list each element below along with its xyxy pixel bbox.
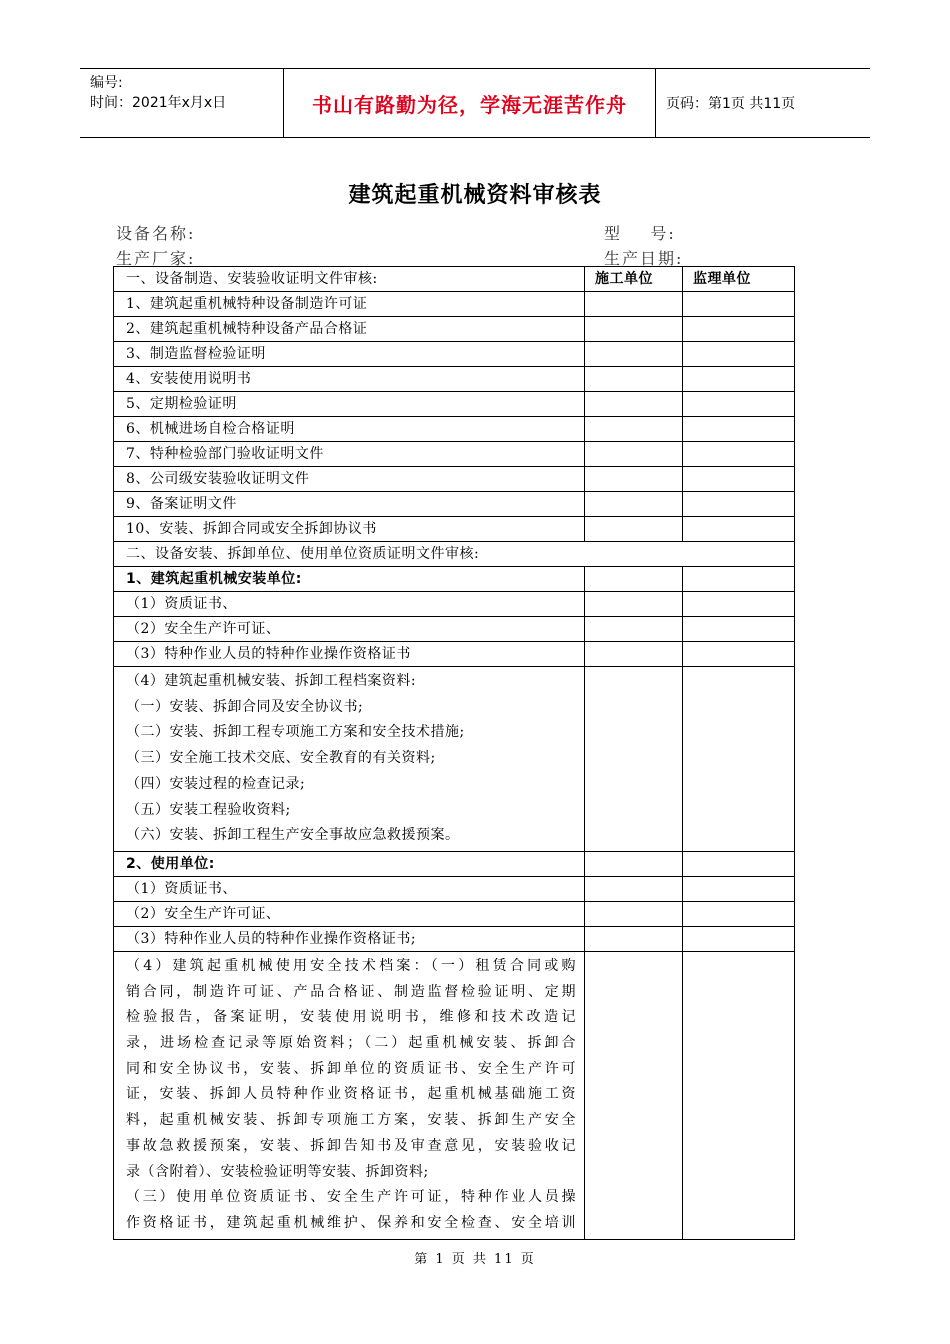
table-row [114, 417, 795, 442]
item-line: （六）安装、拆卸工程生产安全事故应急救援预案。 [126, 827, 460, 844]
audit-table [113, 266, 795, 1240]
item-label: 6、机械进场自检合格证明 [114, 417, 585, 442]
item-line: （4）建筑起重机械使用安全技术档案：（一）租赁合同或购 [126, 957, 576, 974]
item-label [114, 951, 585, 1239]
supervision-unit-check-cell[interactable] [683, 901, 795, 926]
table-row [114, 342, 795, 367]
item-label: （3）特种作业人员的特种作业操作资格证书; [114, 926, 585, 951]
equipment-name-label: 设备名称: [116, 224, 196, 243]
subsection-row [114, 851, 795, 876]
construction-unit-check-cell[interactable] [585, 592, 683, 617]
construction-unit-check-cell[interactable] [585, 317, 683, 342]
supervision-unit-check-cell[interactable] [683, 567, 795, 592]
item-label: 2、建筑起重机械特种设备产品合格证 [114, 317, 585, 342]
supervision-unit-check-cell[interactable] [683, 292, 795, 317]
item-line: 作资格证书，建筑起重机械维护、保养和安全检查、安全培训 [126, 1214, 576, 1231]
item-label [114, 667, 585, 852]
construction-unit-check-cell[interactable] [585, 851, 683, 876]
table-row [114, 667, 795, 852]
item-label: （2）安全生产许可证、 [114, 617, 585, 642]
supervision-unit-check-cell[interactable] [683, 617, 795, 642]
supervision-unit-check-cell[interactable] [683, 517, 795, 542]
item-label: 4、安装使用说明书 [114, 367, 585, 392]
item-label: 9、备案证明文件 [114, 492, 585, 517]
construction-unit-check-cell[interactable] [585, 417, 683, 442]
item-line: 同和安全协议书，安装、拆卸单位的资质证书、安全生产许可 [126, 1060, 576, 1077]
item-line: （三）安全施工技术交底、安全教育的有关资料; [126, 750, 436, 767]
supervision-unit-check-cell[interactable] [683, 492, 795, 517]
table-row [114, 951, 795, 1239]
supervision-unit-check-cell[interactable] [683, 876, 795, 901]
section-title: 二、设备安装、拆卸单位、使用单位资质证明文件审核: [114, 542, 795, 567]
construction-unit-check-cell[interactable] [585, 901, 683, 926]
construction-unit-check-cell[interactable] [585, 442, 683, 467]
supervision-unit-check-cell[interactable] [683, 642, 795, 667]
header-page-info: 页码：第1页 共11页 [666, 96, 796, 112]
table-row [114, 642, 795, 667]
construction-unit-check-cell[interactable] [585, 492, 683, 517]
table-row [114, 517, 795, 542]
supervision-unit-check-cell[interactable] [683, 417, 795, 442]
item-label: （2）安全生产许可证、 [114, 901, 585, 926]
table-row [114, 617, 795, 642]
item-label: 8、公司级安装验收证明文件 [114, 467, 585, 492]
supervision-unit-check-cell[interactable] [683, 467, 795, 492]
section-header-row [114, 267, 795, 292]
item-line: 录，进场检查记录等原始资料；（二）起重机械安装、拆卸合 [126, 1035, 576, 1052]
subsection-title: 2、使用单位: [114, 851, 585, 876]
item-line: （4）建筑起重机械安装、拆卸工程档案资料: [126, 673, 417, 689]
subsection-row [114, 567, 795, 592]
supervision-unit-check-cell[interactable] [683, 442, 795, 467]
item-line: 料，起重机械安装、拆卸专项施工方案，安装、拆卸生产安全 [126, 1112, 576, 1129]
column-header-supervision: 监理单位 [683, 267, 795, 292]
item-label: 10、安装、拆卸合同或安全拆卸协议书 [114, 517, 585, 542]
table-row [114, 901, 795, 926]
section-title: 一、设备制造、安装验收证明文件审核: [114, 267, 585, 292]
supervision-unit-check-cell[interactable] [683, 926, 795, 951]
construction-unit-check-cell[interactable] [585, 617, 683, 642]
table-row [114, 926, 795, 951]
document-date-label: 时间：2021年x月x日 [90, 95, 227, 111]
construction-unit-check-cell[interactable] [585, 292, 683, 317]
column-header-construction: 施工单位 [585, 267, 683, 292]
header-motto: 书山有路勤为径，学海无涯苦作舟 [283, 69, 656, 137]
item-line: 销合同，制造许可证、产品合格证、制造监督检验证明、定期 [126, 983, 576, 1000]
table-row [114, 876, 795, 901]
table-row [114, 592, 795, 617]
supervision-unit-check-cell[interactable] [683, 667, 795, 852]
construction-unit-check-cell[interactable] [585, 876, 683, 901]
item-label: 5、定期检验证明 [114, 392, 585, 417]
production-date-label: 生产日期: [604, 249, 684, 268]
table-row [114, 467, 795, 492]
item-line: 证，安装、拆卸人员特种作业资格证书，起重机械基础施工资 [126, 1086, 576, 1103]
item-line: （一）安装、拆卸合同及安全协议书; [126, 698, 364, 715]
construction-unit-check-cell[interactable] [585, 467, 683, 492]
item-label: （1）资质证书、 [114, 876, 585, 901]
construction-unit-check-cell[interactable] [585, 367, 683, 392]
construction-unit-check-cell[interactable] [585, 342, 683, 367]
supervision-unit-check-cell[interactable] [683, 851, 795, 876]
model-label: 型 号: [604, 224, 676, 243]
item-line: （四）安装过程的检查记录; [126, 775, 306, 792]
item-line: （二）安装、拆卸工程专项施工方案和安全技术措施; [126, 724, 465, 741]
item-line: （五）安装工程验收资料; [126, 801, 291, 818]
construction-unit-check-cell[interactable] [585, 642, 683, 667]
supervision-unit-check-cell[interactable] [683, 392, 795, 417]
subsection-title: 1、建筑起重机械安装单位: [114, 567, 585, 592]
item-line: 检验报告，备案证明，安装使用说明书，维修和技术改造记 [126, 1009, 576, 1026]
item-label: （1）资质证书、 [114, 592, 585, 617]
construction-unit-check-cell[interactable] [585, 567, 683, 592]
construction-unit-check-cell[interactable] [585, 667, 683, 852]
table-row [114, 317, 795, 342]
table-row [114, 442, 795, 467]
page-footer: 第 1 页 共 11 页 [414, 1252, 536, 1267]
supervision-unit-check-cell[interactable] [683, 951, 795, 1239]
table-row [114, 492, 795, 517]
supervision-unit-check-cell[interactable] [683, 367, 795, 392]
document-header [80, 68, 870, 138]
supervision-unit-check-cell[interactable] [683, 592, 795, 617]
supervision-unit-check-cell[interactable] [683, 317, 795, 342]
construction-unit-check-cell[interactable] [585, 392, 683, 417]
construction-unit-check-cell[interactable] [585, 951, 683, 1239]
item-line: 事故急救援预案，安装、拆卸告知书及审查意见，安装验收记 [126, 1137, 576, 1154]
header-meta [80, 69, 283, 137]
item-line: 录（含附着）、安装检验证明等安装、拆卸资料; [126, 1163, 429, 1180]
supervision-unit-check-cell[interactable] [683, 342, 795, 367]
construction-unit-check-cell[interactable] [585, 926, 683, 951]
page-title: 建筑起重机械资料审核表 [348, 183, 602, 208]
item-label: 3、制造监督检验证明 [114, 342, 585, 367]
item-label: 7、特种检验部门验收证明文件 [114, 442, 585, 467]
item-label: （3）特种作业人员的特种作业操作资格证书 [114, 642, 585, 667]
construction-unit-check-cell[interactable] [585, 517, 683, 542]
manufacturer-label: 生产厂家: [116, 249, 196, 268]
item-label: 1、建筑起重机械特种设备制造许可证 [114, 292, 585, 317]
table-row [114, 392, 795, 417]
table-row [114, 292, 795, 317]
table-row [114, 367, 795, 392]
section-header-row [114, 542, 795, 567]
document-number-label: 编号: [90, 75, 123, 91]
item-line: （三）使用单位资质证书、安全生产许可证，特种作业人员操 [126, 1189, 576, 1206]
